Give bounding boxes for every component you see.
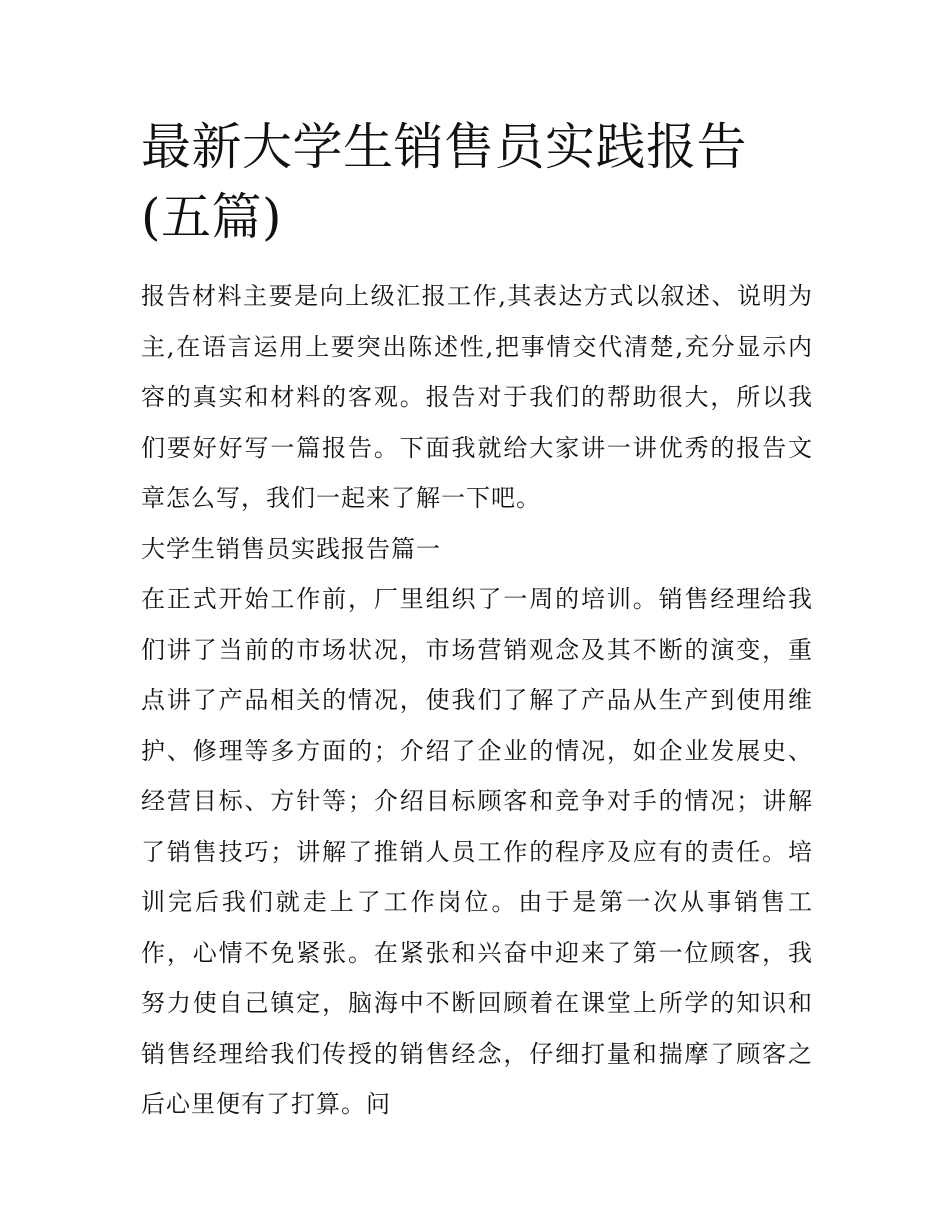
- document-title: 最新大学生销售员实践报告(五篇): [141, 118, 747, 246]
- document-page: [141, 112, 813, 1130]
- intro-paragraph: 报告材料主要是向上级汇报工作,其表达方式以叙述、说明为主,在语言运用上要突出陈述性,把事情交代清楚,充分显示内容的真实和材料的客观。报告对于我们的帮助很大，所以我们要好好写一篇报告。下面我就给大家讲一讲优秀的报告文章怎么写，我们一起来了解一下吧。: [141, 282, 813, 512]
- section-paragraph: 在正式开始工作前，厂里组织了一周的培训。销售经理给我们讲了当前的市场状况，市场营销观念及其不断的演变，重点讲了产品相关的情况，使我们了解了产品从生产到使用维护、修理等多方面的；介绍了企业的情况，如企业发展史、经营目标、方针等；介绍目标顾客和竞争对手的情况；讲解了销售技巧；讲解了推销人员工作的程序及应有的责任。培训完后我们就走上了工作岗位。由于是第一次从事销售工作，心情不免紧张。在紧张和兴奋中迎来了第一位顾客，我努力使自己镇定，脑海中不断回顾着在课堂上所学的知识和销售经理给我们传授的销售经念，仔细打量和揣摩了顾客之后心里便有了打算。问: [141, 585, 813, 1118]
- section-heading: 大学生销售员实践报告篇一: [141, 534, 441, 563]
- document-body: [141, 271, 813, 1130]
